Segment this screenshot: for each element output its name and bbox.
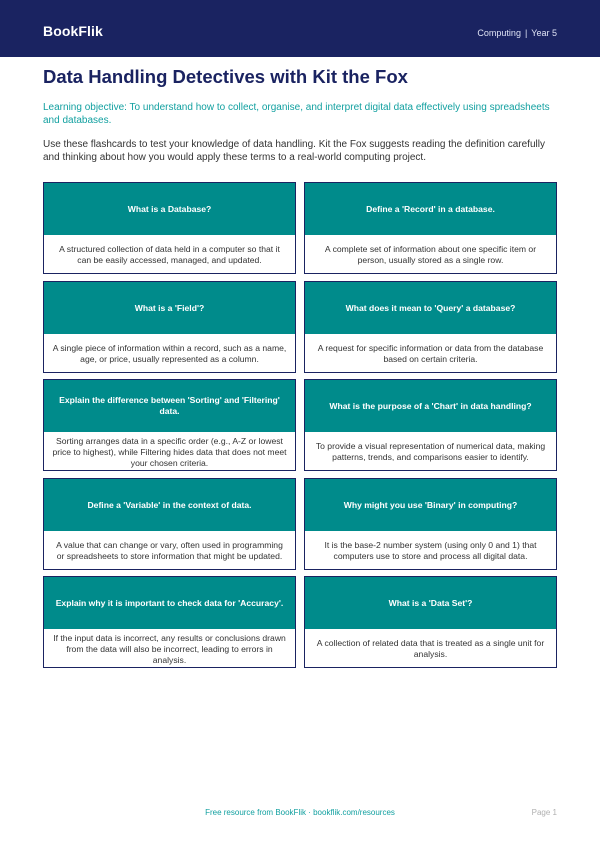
learning-objective: Learning objective: To understand how to collect, organise, and interpret digital data effectively using spreadsheets and databases. — [43, 102, 550, 126]
flashcard — [304, 478, 557, 570]
flashcard-question: What does it mean to 'Query' a database? — [305, 282, 556, 334]
flashcard — [43, 379, 296, 471]
flashcard — [304, 182, 557, 274]
flashcard — [43, 576, 296, 668]
flashcard-question: What is the purpose of a 'Chart' in data handling? — [305, 380, 556, 432]
flashcard-answer: To provide a visual representation of numerical data, making patterns, trends, and comparisons easier to identify. — [315, 441, 546, 462]
flashcard-question: Explain why it is important to check data for 'Accuracy'. — [44, 577, 295, 629]
header-meta — [477, 28, 557, 38]
flashcard-answer: Sorting arranges data in a specific order (e.g., A-Z or lowest price to highest), while Filtering hides data that does not meet your chosen criteria. — [52, 435, 287, 468]
footer-credit[interactable]: Free resource from BookFlik · bookflik.com/resources — [205, 808, 395, 817]
flashcard-answer: A request for specific information or data from the database based on certain criteria. — [317, 343, 544, 364]
flashcard-answer: A single piece of information within a record, such as a name, age, or price, usually represented as a column. — [52, 343, 287, 364]
flashcard — [304, 576, 557, 668]
flashcard-question: What is a Database? — [44, 183, 295, 235]
flashcard-question: What is a 'Field'? — [44, 282, 295, 334]
brand-logo[interactable]: BookFlik — [43, 23, 103, 39]
flashcard — [304, 281, 557, 373]
flashcard-answer: A structured collection of data held in a computer so that it can be easily accessed, managed, and updated. — [59, 244, 280, 265]
page-number: Page 1 — [531, 808, 557, 817]
flashcard — [43, 182, 296, 274]
flashcard-answer: A collection of related data that is treated as a single unit for analysis. — [316, 638, 545, 659]
flashcard — [43, 281, 296, 373]
intro-text: Use these flashcards to test your knowledge of data handling. Kit the Fox suggests reading the definition carefully and thinking about how you would apply these terms to a real-world computing project. — [43, 139, 545, 163]
flashcard-question: Explain the difference between 'Sorting' and 'Filtering' data. — [44, 380, 295, 432]
flashcard-question: Define a 'Variable' in the context of data. — [44, 479, 295, 531]
flashcard-answer: A value that can change or vary, often used in programming or spreadsheets to store information that might be updated. — [56, 540, 283, 561]
flashcard — [43, 478, 296, 570]
flashcard — [304, 379, 557, 471]
flashcard-answer: A complete set of information about one specific item or person, usually stored as a single row. — [324, 244, 537, 265]
flashcard-question: Why might you use 'Binary' in computing? — [305, 479, 556, 531]
meta-separator: | — [524, 28, 528, 38]
flashcard-answer: It is the base-2 number system (using only 0 and 1) that computers use to store and process all digital data. — [324, 540, 537, 561]
flashcard-question: What is a 'Data Set'? — [305, 577, 556, 629]
year-label: Year 5 — [531, 28, 557, 38]
page-title: Data Handling Detectives with Kit the Fox — [43, 66, 408, 87]
flashcard-answer: If the input data is incorrect, any results or conclusions drawn from the data will also be incorrect, leading to errors in analysis. — [53, 632, 286, 665]
subject-label: Computing — [477, 28, 521, 38]
page-header — [0, 0, 600, 57]
flashcard-question: Define a 'Record' in a database. — [305, 183, 556, 235]
